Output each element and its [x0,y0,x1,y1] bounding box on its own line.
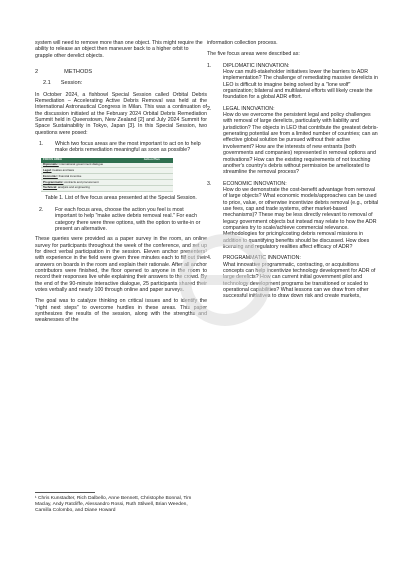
row-description: financial incentive [57,173,82,178]
item-number: 4. [207,255,212,262]
row-category: Programmatic: [43,179,64,184]
question-text: Which two focus areas are the most important to act on to help make debris remediation meaningful as soon as possible? [55,141,201,154]
item-title: LEGAL INNOVATION: [223,105,275,112]
item-text: What innovative programmatic, contracting, or acquisitions concepts can help incentivize technology development for ADR of large derelicts? How can current initial government pilot and technology development programs be transitioned or scaled to operational capabilities? What lessons can we draw from other successful initiatives to draw down risk and create markets, [223,261,376,300]
table-header-action: Action Plan [142,158,173,163]
question-number: 1. [39,141,44,148]
section-title: METHODS [64,69,93,76]
question-1 [35,141,207,154]
session-paragraph: In October 2024, a fishbowl Special Session called Orbital Debris Remediation – Accelerating Active Debris Removal was held at the International Astronautical Congress in Milan. This was a continuation of the discussion initiated at the February 2024 Orbital Debris Remediation Summit held in Queenstown, New Zealand [2] and July 2024 Summit for Space Sustainability in Tokyo, Japan [3]. In this Special Session, two questions were posed: [35,91,207,136]
item-title: DIPLOMATIC INNOVATION: [223,62,290,69]
section-number: 2 [35,69,39,76]
footnote-divider [35,492,95,493]
item-number: 3. [207,180,212,187]
subsection-title: Session: [60,80,83,87]
item-number: 2. [207,105,212,112]
focus-area-legal [207,106,379,176]
goal-paragraph: The goal was to catalyze thinking on critical issues and to identify the "right next steps" to overcome hurdles in these areas. This paper synthesizes the results of the session, along with the strengths and weaknesses of the [35,298,207,324]
item-text: How can multi-stakeholder initiatives lower the barriers to ADR implementation? The challenge of remediating massive derelicts in LEO is difficult to imagine being solved by a "lone wolf" organization; bilateral and multilateral efforts will likely create the foundation for a global ADR effort. [223,69,378,101]
focus-area-diplomatic [207,63,379,101]
item-title: PROGRAMMATIC INNOVATION: [223,255,301,262]
item-title: ECONOMIC INNOVATION: [223,180,287,187]
question-text: For each focus area, choose the action you feel is most important to help "make active debris removal real." For each category there were three options, with the option to write-in or present an alternative. [55,206,201,232]
focus-area-table [41,158,173,192]
section-heading [35,69,207,75]
table-row [41,185,173,191]
item-text: How do we demonstrate the cost-benefit advantage from removal of large objects? What economic models/approaches can be used to price, value, or otherwise incentivize debris removal (e.g., orbital use fees, cap and trade systems, other market-based mechanisms)? These may be less directly relevant to removal of legacy government objects but instead may relate to how the ADR companies try to scale/achieve commercial relevance. Methodologies for pricing/costing debris removal missions in addition to quantifying benefits should be discussed. How does licensing and regulatory realities affect efficacy of ADR? [223,186,379,250]
row-description: contracts and procurement [63,179,99,184]
row-category: Legal: [43,167,52,172]
row-description: analysis and engineering [57,185,90,190]
survey-paragraph: These queries were provided as a paper survey in the room, an online survey for participants throughout the week of the conference, and set up for direct verbal participation in the session. Eleven anchor presenters¹ with experience in the field were given three minutes each to fill out their answers on boards in the room and explain their rationale. After all anchor contributors were finished, the floor opened to anyone in the room to record their responses live while explaining their answers to the crowd. By the end of the 90-minute interactive dialogue, 25 participants shared their votes verbally and nearly 100 through online and paper surveys. [35,236,207,293]
row-description: international government dialogue [58,162,104,167]
row-category: Diplomatic: [43,162,59,167]
subsection-number: 2.1 [43,80,51,87]
row-category: Technical: [43,185,58,190]
intro-paragraph: information collection process. [207,40,278,46]
row-category: Economic: [43,173,58,178]
item-number: 1. [207,62,212,69]
table-header-focus: FOCUS AREA [41,158,142,163]
watermark-logo [170,225,280,335]
question-number: 2. [39,206,44,213]
subsection-heading [43,80,207,86]
footnote: ¹ Chris Kunstadter, Rich Dalbello, Anne Bennett, Christophe Bonnal, Tim Maclay, Andy Ratcliffe, Alessandro Rossi, Ruth Stilwell, Brian Weeden, Camilla Colombo, and Diane Howard [35,496,192,514]
table-caption: Table 1. List of five focus areas presented at the Special Session. [45,194,197,201]
item-text: How do we overcome the persistent legal and policy challenges with removal of large derelicts, particularly with liability and jurisdiction? The objects in LEO that contribute the greatest debris-generating potential are from a limited number of countries; can an effective global solution be pursued without their active involvement? How are the interests of new entrants (both governments and companies) represented in removal options and motivations? How can the existing requirements of not touching another's country's debris without permission be ameliorated to streamline the removal process? [223,112,379,176]
focus-areas-lead: The five focus areas were described as: [207,51,300,58]
intro-paragraph: system will need to remove more than one object. This might require the ability to release an object then maneuver back to a higher orbit to grapple other derelict objects. [35,40,203,59]
row-description: treaties and laws [51,167,75,172]
